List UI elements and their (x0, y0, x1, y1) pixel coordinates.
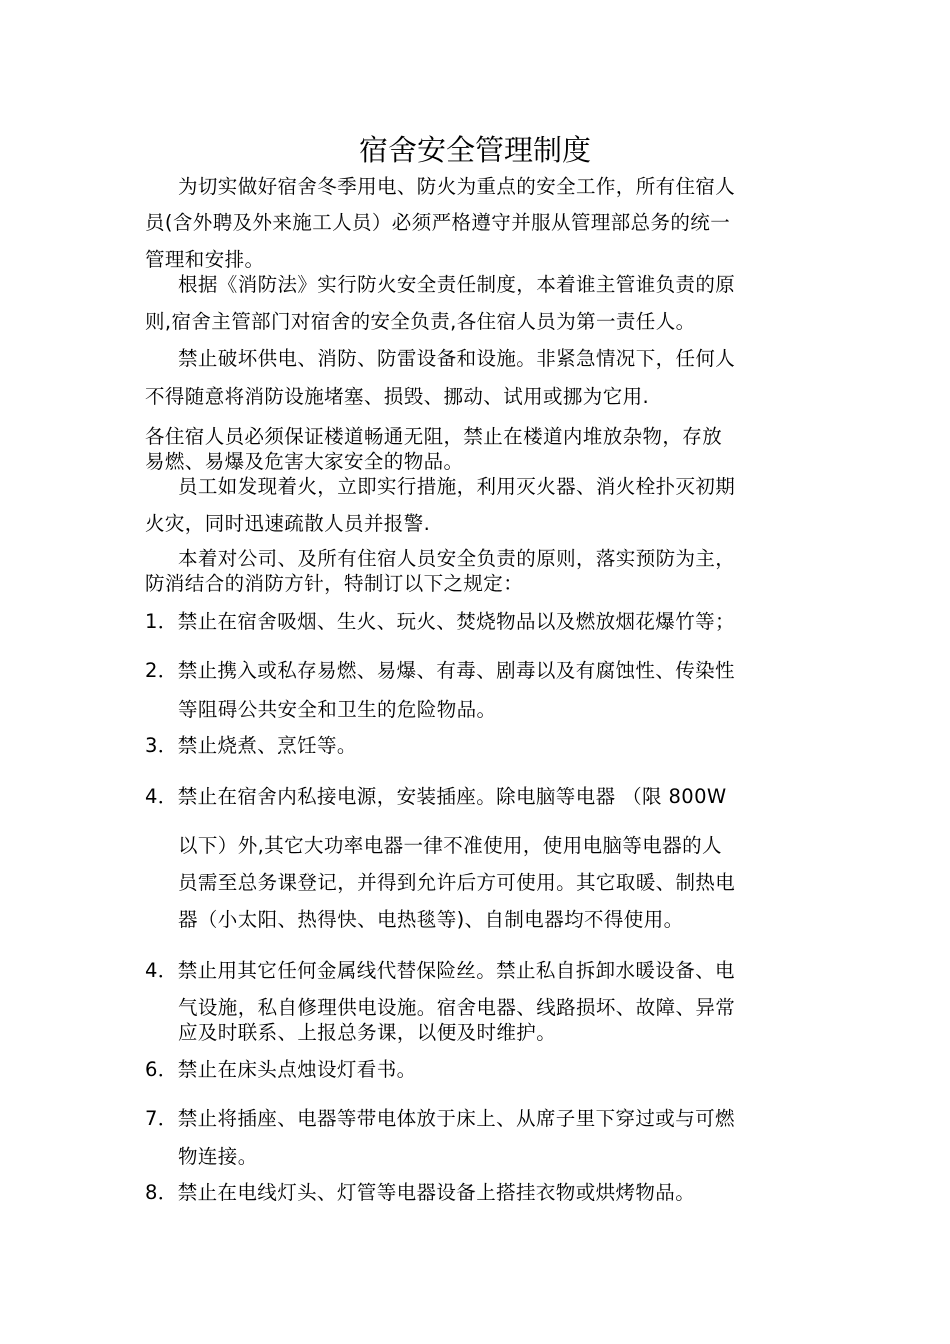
paragraph-line: 不得随意将消防设施堵塞、损毁、挪动、试用或挪为它用. (145, 385, 650, 408)
list-item-line: 7．禁止将插座、电器等带电体放于床上、从席子里下穿过或与可燃 (145, 1107, 735, 1130)
document-title: 宿舍安全管理制度 (358, 133, 591, 167)
list-item-line: 2．禁止携入或私存易燃、易爆、有毒、剧毒以及有腐蚀性、传染性 (145, 659, 735, 682)
list-item-line: 应及时联系、上报总务课，以便及时维护。 (178, 1021, 557, 1044)
paragraph-line: 禁止破坏供电、消防、防雷设备和设施。非紧急情况下，任何人 (178, 347, 736, 370)
paragraph-line: 火灾，同时迅速疏散人员并报警. (145, 512, 431, 535)
list-item-line: 等阻碍公共安全和卫生的危险物品。 (178, 698, 497, 721)
paragraph-line: 易燃、易爆及危害大家安全的物品。 (145, 450, 464, 473)
paragraph-line: 防消结合的消防方针，特制订以下之规定： (145, 572, 524, 595)
list-item-line: 1．禁止在宿舍吸烟、生火、玩火、焚烧物品以及燃放烟花爆竹等； (145, 610, 735, 633)
paragraph-line: 管理和安排。 (145, 248, 265, 271)
list-item-line: 3．禁止烧煮、烹饪等。 (145, 734, 357, 757)
list-item-line: 4．禁止用其它任何金属线代替保险丝。禁止私自拆卸水暖设备、电 (145, 959, 735, 982)
paragraph-line: 各住宿人员必须保证楼道畅通无阻，禁止在楼道内堆放杂物，存放 (145, 425, 723, 448)
paragraph-line: 本着对公司、及所有住宿人员安全负责的原则，落实预防为主， (178, 547, 736, 570)
paragraph-line: 则,宿舍主管部门对宿舍的安全负责,各住宿人员为第一责任人。 (145, 310, 696, 333)
list-item-line: 6．禁止在床头点烛设灯看书。 (145, 1058, 417, 1081)
paragraph-line: 员(含外聘及外来施工人员）必须严格遵守并服从管理部总务的统一 (145, 211, 731, 234)
paragraph-line: 根据《消防法》实行防火安全责任制度，本着谁主管谁负责的原 (178, 273, 736, 296)
list-item-line: 器（小太阳、热得快、电热毯等)、自制电器均不得使用。 (178, 908, 684, 931)
list-item-line: 4．禁止在宿舍内私接电源，安装插座。除电脑等电器 （限 800W (145, 785, 727, 808)
list-item-line: 8．禁止在电线灯头、灯管等电器设备上搭挂衣物或烘烤物品。 (145, 1181, 696, 1204)
list-item-line: 气设施，私自修理供电设施。宿舍电器、线路损坏、故障、异常 (178, 996, 736, 1019)
list-item-line: 以下）外,其它大功率电器一律不准使用，使用电脑等电器的人 (178, 834, 722, 857)
paragraph-line: 为切实做好宿舍冬季用电、防火为重点的安全工作，所有住宿人 (178, 175, 736, 198)
list-item-line: 员需至总务课登记，并得到允许后方可使用。其它取暖、制热电 (178, 871, 736, 894)
list-item-line: 物连接。 (178, 1145, 258, 1168)
paragraph-line: 员工如发现着火，立即实行措施，利用灭火器、消火栓扑灭初期 (178, 475, 736, 498)
